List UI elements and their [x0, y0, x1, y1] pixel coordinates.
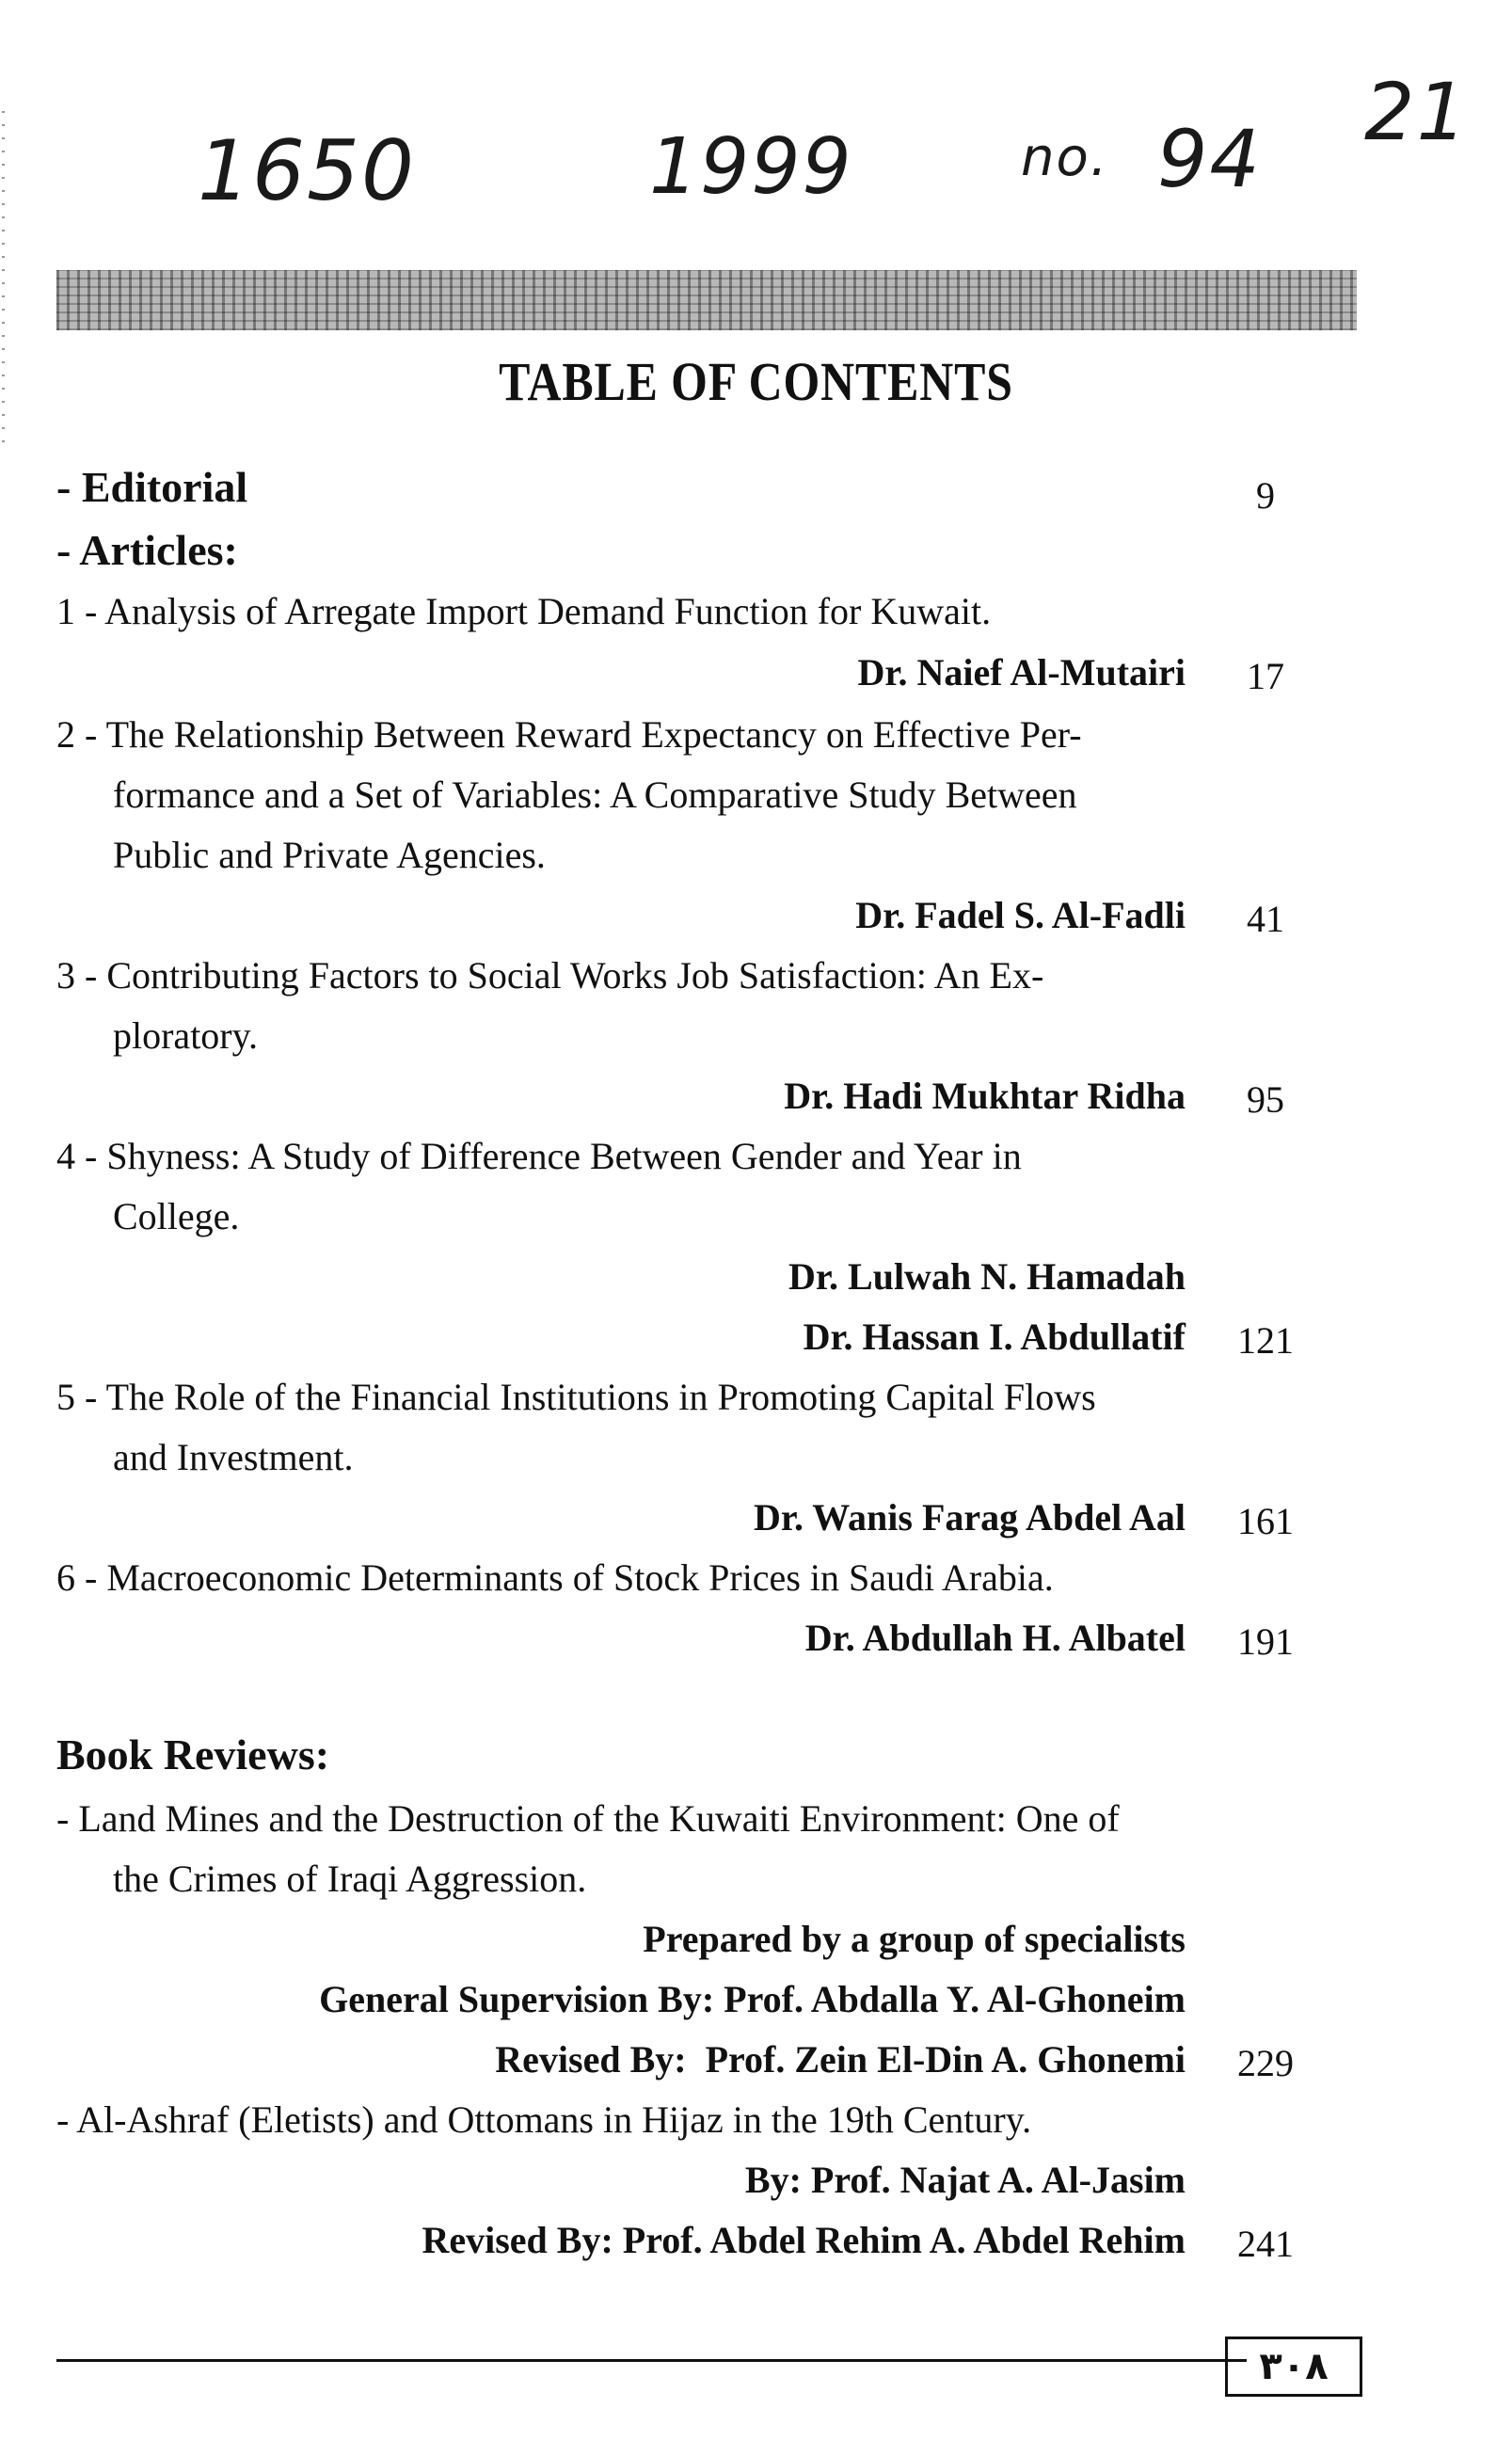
margin-scan-marks	[2, 104, 5, 442]
review-1-credit-3: Revised By: Prof. Zein El-Din A. Ghonemi	[495, 2038, 1186, 2081]
review-2-line-1: - Al-Ashraf (Eletists) and Ottomans in Hijaz in the 19th Century.	[56, 2098, 1032, 2141]
article-1-line-1: 1 - Analysis of Arregate Import Demand Function for Kuwait.	[56, 590, 992, 632]
article-3-page: 95	[1247, 1078, 1284, 1121]
handwritten-corner-number: 21	[1364, 66, 1469, 158]
review-1-credit-2: General Supervision By: Prof. Abdalla Y. Al-Ghoneim	[319, 1978, 1186, 2020]
handwritten-number-1650: 1650	[198, 122, 416, 219]
article-6-author: Dr. Abdullah H. Albatel	[804, 1617, 1186, 1659]
book-reviews-label: Book Reviews:	[56, 1730, 330, 1778]
page-title: TABLE OF CONTENTS	[499, 351, 1013, 412]
article-6-page: 191	[1237, 1620, 1294, 1663]
editorial-page: 9	[1256, 474, 1275, 517]
article-2-page: 41	[1247, 898, 1284, 940]
review-2-credit-1: By: Prof. Najat A. Al-Jasim	[744, 2159, 1186, 2201]
article-4-line-2: College.	[113, 1195, 240, 1237]
article-2-line-2: formance and a Set of Variables: A Comparative Study Between	[113, 773, 1077, 816]
article-3-author: Dr. Hadi Mukhtar Ridha	[784, 1075, 1186, 1117]
page-number-box	[1225, 2336, 1362, 2397]
article-2-line-1: 2 - The Relationship Between Reward Expectancy on Effective Per-	[56, 713, 1082, 756]
review-1-page: 229	[1237, 2042, 1294, 2084]
article-4-author-2: Dr. Hassan I. Abdullatif	[803, 1316, 1186, 1358]
handwritten-issue-label: no.	[1021, 127, 1109, 188]
article-5-line-1: 5 - The Role of the Financial Institutions in Promoting Capital Flows	[56, 1376, 1096, 1418]
articles-label: - Articles:	[56, 526, 238, 574]
article-4-author-1: Dr. Lulwah N. Hamadah	[788, 1255, 1186, 1298]
review-1-line-2: the Crimes of Iraqi Aggression.	[113, 1858, 587, 1900]
review-1-line-1: - Land Mines and the Destruction of the Kuwaiti Environment: One of	[56, 1797, 1120, 1840]
header-band	[56, 270, 1357, 330]
article-2-author: Dr. Fadel S. Al-Fadli	[855, 894, 1186, 936]
review-2-page: 241	[1237, 2223, 1294, 2265]
article-3-line-2: ploratory.	[113, 1014, 259, 1057]
handwritten-issue-number: 94	[1157, 113, 1262, 205]
handwritten-year-1999: 1999	[649, 122, 853, 212]
article-1-author: Dr. Naief Al-Mutairi	[857, 651, 1186, 694]
footer-rule	[56, 2359, 1247, 2362]
editorial-label: - Editorial	[56, 463, 248, 511]
article-5-line-2: and Investment.	[113, 1436, 354, 1478]
article-3-line-1: 3 - Contributing Factors to Social Works Job Satisfaction: An Ex-	[56, 954, 1044, 997]
article-2-line-3: Public and Private Agencies.	[113, 834, 546, 876]
review-1-credit-1: Prepared by a group of specialists	[643, 1918, 1186, 1960]
article-5-author: Dr. Wanis Farag Abdel Aal	[754, 1496, 1186, 1539]
article-4-line-1: 4 - Shyness: A Study of Difference Between Gender and Year in	[56, 1135, 1022, 1177]
article-4-page: 121	[1237, 1319, 1294, 1362]
review-2-credit-2: Revised By: Prof. Abdel Rehim A. Abdel Rehim	[422, 2219, 1186, 2261]
article-6-line-1: 6 - Macroeconomic Determinants of Stock Prices in Saudi Arabia.	[56, 1556, 1054, 1599]
article-5-page: 161	[1237, 1500, 1294, 1542]
article-1-page: 17	[1247, 655, 1284, 697]
page-number: ٣٠٨	[1259, 2345, 1329, 2388]
